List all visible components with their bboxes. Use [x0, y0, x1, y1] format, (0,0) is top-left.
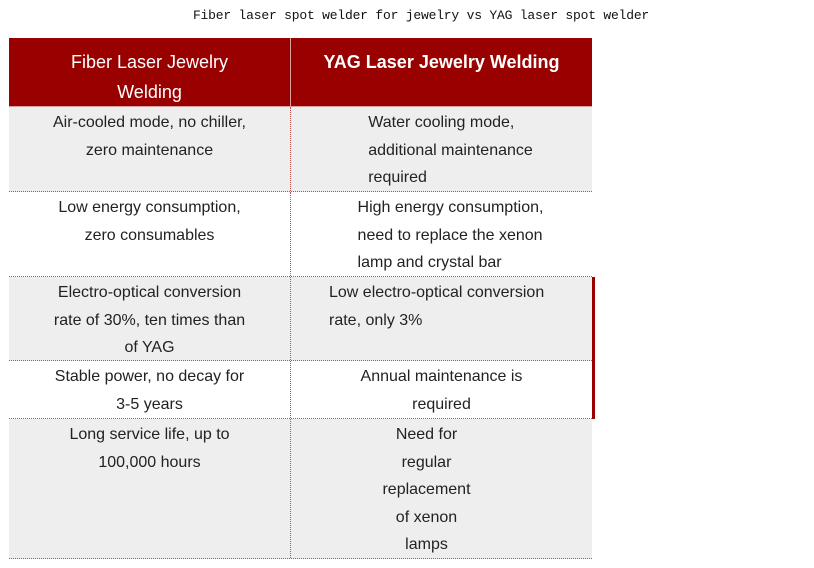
cell-text: Long service life, up to	[69, 426, 230, 443]
table-row	[9, 419, 592, 559]
table-row	[9, 107, 592, 192]
cell-yag-maintenance	[291, 361, 592, 418]
cell-text: Water cooling mode,	[368, 114, 515, 131]
cell-yag-cooling	[291, 107, 592, 191]
cell-text: Electro-optical conversion	[57, 284, 242, 301]
page-title: Fiber laser spot welder for jewelry vs YAG laser spot welder	[192, 8, 650, 23]
cell-text: Annual maintenance is	[360, 368, 523, 385]
cell-text: additional maintenance	[368, 141, 533, 159]
cell-text: rate of 30%, ten times than	[53, 311, 246, 329]
cell-text: rate, only 3%	[329, 311, 423, 329]
header-fiber-line-1: Fiber Laser Jewelry	[70, 52, 229, 72]
header-yag-laser	[291, 38, 592, 106]
cell-text: regular	[401, 453, 452, 471]
table-row	[9, 277, 592, 361]
cell-text: Low electro-optical conversion	[329, 284, 545, 301]
header-fiber-line-2: Welding	[117, 82, 182, 102]
cell-fiber-stability	[9, 361, 291, 418]
table-row	[9, 361, 592, 419]
cell-text: Low energy consumption,	[58, 199, 241, 216]
cell-text: zero maintenance	[85, 141, 214, 159]
cell-text: Air-cooled mode, no chiller,	[53, 114, 246, 131]
cell-fiber-energy	[9, 192, 291, 276]
cell-text: of YAG	[124, 339, 175, 356]
header-fiber-laser	[9, 38, 291, 106]
cell-fiber-conversion	[9, 277, 291, 360]
cell-fiber-lifetime	[9, 419, 291, 558]
table-header-row	[9, 38, 592, 107]
header-yag-line-1: YAG Laser Jewelry Welding	[323, 52, 560, 72]
cell-text: required	[368, 169, 427, 186]
cell-text: lamp and crystal bar	[357, 254, 502, 271]
cell-text: required	[412, 395, 471, 413]
cell-text: Need for	[395, 426, 458, 443]
cell-text: High energy consumption,	[357, 199, 544, 216]
cell-text: zero consumables	[84, 226, 215, 244]
cell-yag-energy	[291, 192, 592, 276]
cell-text: 100,000 hours	[98, 453, 201, 471]
cell-text: 3-5 years	[116, 395, 183, 413]
table-row	[9, 192, 592, 277]
cell-text: lamps	[405, 536, 448, 553]
cell-yag-lamp-replacement	[291, 419, 592, 558]
cell-yag-conversion	[291, 277, 592, 360]
comparison-table	[9, 38, 592, 559]
cell-fiber-cooling	[9, 107, 291, 191]
cell-text: need to replace the xenon	[357, 226, 543, 244]
cell-text: Stable power, no decay for	[54, 368, 245, 385]
cell-text: of xenon	[395, 508, 458, 526]
cell-text: replacement	[382, 481, 471, 498]
